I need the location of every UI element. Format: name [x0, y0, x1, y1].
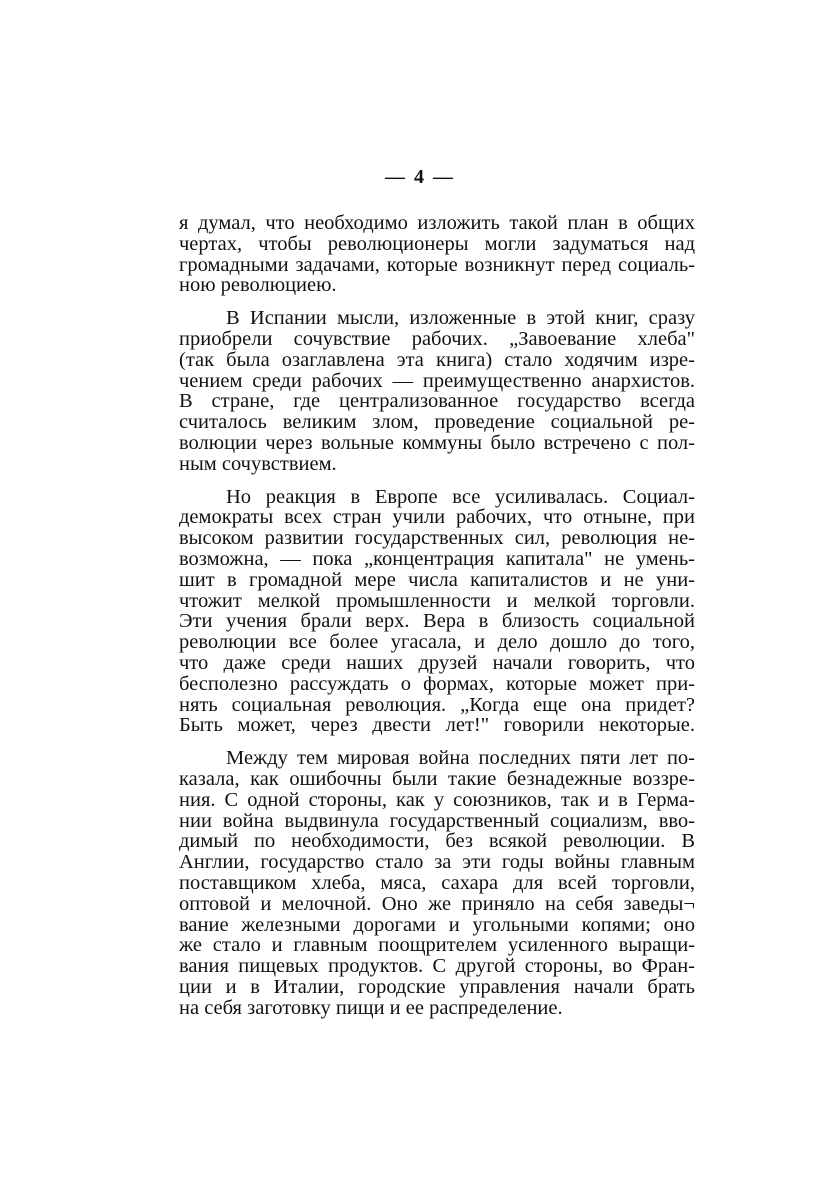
text-line: волюции через вольные коммуны было встречено с пол-	[179, 431, 695, 454]
text-line: я думал, что необходимо изложить такой план в общих	[179, 212, 695, 234]
text-line: ния. С одной стороны, как у союзников, так и в Герма-	[179, 788, 695, 811]
text-line: чтожит мелкой промышленности и мелкой торговли.	[179, 589, 695, 612]
text-line: димый по необходимости, без всякой революции. В	[179, 830, 695, 853]
text-line: В стране, где централизованное государство всегда	[179, 390, 695, 413]
text-line: Быть может, через двести лет!" говорили некоторые.	[179, 714, 695, 737]
paragraph-4	[179, 748, 695, 1018]
text-line: вания пищевых продуктов. С другой стороны, во Фран-	[179, 955, 695, 978]
text-line: высоком развитии государственных сил, революция не-	[179, 527, 695, 550]
text-line: громадными задачами, которые возникнут перед социаль-	[179, 253, 695, 276]
text-line: чертах, чтобы революционеры могли задуматься над	[179, 232, 695, 255]
text-line: Между тем мировая война последних пяти лет по-	[226, 747, 695, 770]
text-line: ною революциею.	[179, 274, 337, 297]
text-line: оптовой и мелочной. Оно же приняло на себя заведы¬	[179, 892, 695, 915]
text-line: Англии, государство стало за эти годы войны главным	[179, 851, 695, 874]
text-line: поставщиком хлеба, мяса, сахара для всей торговли,	[179, 871, 695, 894]
text-line: бесполезно рассуждать о формах, которые может при-	[179, 672, 695, 695]
text-line: чением среди рабочих — преимущественно анархистов.	[179, 369, 695, 392]
page-number: — 4 —	[385, 166, 455, 188]
text-line: Но реакция в Европе все усиливалась. Социал-	[226, 485, 695, 508]
text-line: приобрели сочувствие рабочих. „Завоевание хлеба"	[179, 327, 695, 350]
text-line: (так была озаглавлена эта книга) стало ходячим изре-	[179, 348, 695, 371]
text-line: революции все более угасала, и дело дошло до того,	[179, 631, 695, 654]
text-line: демократы всех стран учили рабочих, что отныне, при	[179, 506, 695, 529]
paragraph-1	[179, 213, 695, 296]
text-line: Эти учения брали верх. Вера в близость социальной	[179, 610, 695, 633]
text-line: нии война выдвинула государственный социализм, вво-	[179, 809, 695, 832]
body-text	[179, 213, 695, 1018]
text-line: что даже среди наших друзей начали говорить, что	[179, 651, 695, 674]
text-line: возможна, — пока „концентрация капитала" не умень-	[179, 547, 695, 570]
paragraph-2	[179, 308, 695, 474]
text-line: вание железными дорогами и угольными копями; оно	[179, 913, 695, 936]
text-line: ным сочувствием.	[179, 452, 337, 475]
text-line: казала, как ошибочны были такие безнадежные воззре-	[179, 767, 695, 790]
text-line: шит в громадной мере числа капиталистов и не уни-	[179, 568, 695, 591]
text-line: же стало и главным поощрителем усиленного выращи-	[179, 934, 695, 957]
text-line: на себя заготовку пищи и ее распределение.	[179, 996, 563, 1019]
paragraph-3	[179, 487, 695, 737]
text-line: ции и в Италии, городские управления начали брать	[179, 975, 695, 998]
text-line: считалось великим злом, проведение социальной ре-	[179, 411, 695, 434]
text-line: В Испании мысли, изложенные в этой книг, сразу	[226, 307, 695, 330]
text-line: нять социальная революция. „Когда еще она придет?	[179, 693, 695, 716]
